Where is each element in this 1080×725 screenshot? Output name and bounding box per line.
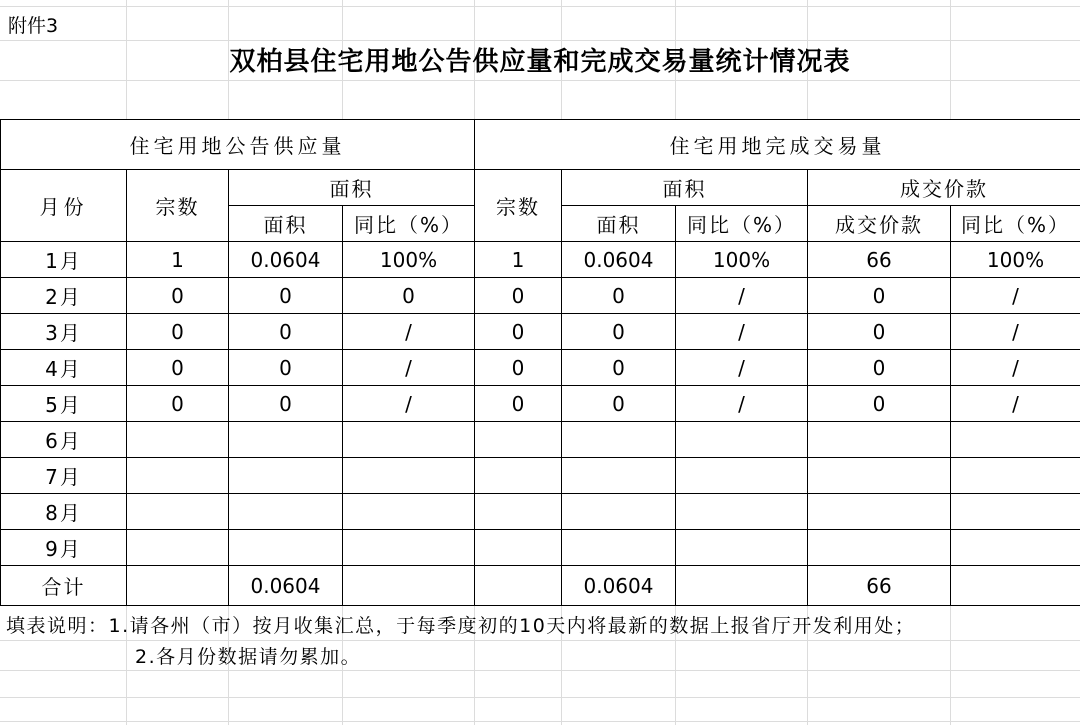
deal-count-cell: 1 — [475, 242, 562, 278]
table-row — [1, 386, 1080, 422]
total-deal-area-yoy-cell — [676, 566, 808, 606]
deal-area-yoy-cell — [676, 530, 808, 566]
supply-yoy-subheader: 同比（%） — [343, 206, 475, 242]
supply-area-header: 面积 — [229, 170, 475, 206]
table-row — [1, 314, 1080, 350]
supply-area-cell — [229, 458, 343, 494]
statistics-table — [0, 119, 1080, 606]
total-supply-count-cell — [127, 566, 229, 606]
deal-area-cell: 0.0604 — [562, 242, 676, 278]
month-cell: 5月 — [1, 386, 127, 422]
supply-yoy-cell: / — [343, 350, 475, 386]
deal-count-cell: 0 — [475, 278, 562, 314]
total-label-cell: 合计 — [1, 566, 127, 606]
supply-count-cell — [127, 422, 229, 458]
supply-area-cell — [229, 530, 343, 566]
month-cell: 8月 — [1, 494, 127, 530]
supply-area-cell: 0 — [229, 386, 343, 422]
price-yoy-cell: 100% — [951, 242, 1080, 278]
supply-area-cell: 0 — [229, 314, 343, 350]
deal-area-yoy-cell: / — [676, 350, 808, 386]
supply-yoy-cell — [343, 458, 475, 494]
price-cell — [808, 494, 951, 530]
deal-area-cell — [562, 458, 676, 494]
table-row — [1, 422, 1080, 458]
supply-count-cell — [127, 494, 229, 530]
price-cell: 0 — [808, 350, 951, 386]
price-yoy-cell — [951, 530, 1080, 566]
total-deal-area-cell: 0.0604 — [562, 566, 676, 606]
total-supply-area-cell: 0.0604 — [229, 566, 343, 606]
deal-count-cell — [475, 422, 562, 458]
supply-yoy-cell — [343, 530, 475, 566]
supply-area-cell — [229, 422, 343, 458]
price-header: 成交价款 — [808, 170, 1080, 206]
price-cell: 66 — [808, 242, 951, 278]
total-price-yoy-cell — [951, 566, 1080, 606]
supply-count-header: 宗数 — [127, 170, 229, 242]
supply-area-subheader: 面积 — [229, 206, 343, 242]
supply-count-cell: 0 — [127, 386, 229, 422]
attachment-label: 附件3 — [8, 15, 59, 37]
month-cell: 6月 — [1, 422, 127, 458]
deal-area-header: 面积 — [562, 170, 808, 206]
month-cell: 9月 — [1, 530, 127, 566]
deal-count-cell — [475, 494, 562, 530]
deal-count-cell — [475, 458, 562, 494]
deal-area-yoy-cell — [676, 494, 808, 530]
table-row — [1, 242, 1080, 278]
deal-area-yoy-cell: 100% — [676, 242, 808, 278]
total-row — [1, 566, 1080, 606]
supply-count-cell — [127, 458, 229, 494]
deal-area-yoy-cell: / — [676, 278, 808, 314]
table-row — [1, 350, 1080, 386]
deal-count-cell — [475, 530, 562, 566]
total-deal-count-cell — [475, 566, 562, 606]
price-yoy-cell: / — [951, 314, 1080, 350]
month-cell: 4月 — [1, 350, 127, 386]
supply-count-cell: 0 — [127, 278, 229, 314]
supply-yoy-cell — [343, 494, 475, 530]
table-row — [1, 494, 1080, 530]
supply-yoy-cell — [343, 422, 475, 458]
supply-yoy-cell: 100% — [343, 242, 475, 278]
fill-instructions-line1: 填表说明：1.请各州（市）按月收集汇总，于每季度初的10天内将最新的数据上报省厅开发利用处； — [6, 615, 916, 637]
supply-count-cell: 0 — [127, 350, 229, 386]
deal-area-cell: 0 — [562, 278, 676, 314]
deal-area-cell: 0 — [562, 386, 676, 422]
price-subheader: 成交价款 — [808, 206, 951, 242]
supply-yoy-cell: 0 — [343, 278, 475, 314]
deal-area-yoy-cell — [676, 422, 808, 458]
price-cell — [808, 422, 951, 458]
price-yoy-cell: / — [951, 386, 1080, 422]
total-price-cell: 66 — [808, 566, 951, 606]
price-yoy-cell: / — [951, 350, 1080, 386]
month-cell: 7月 — [1, 458, 127, 494]
price-yoy-subheader: 同比（%） — [951, 206, 1080, 242]
deal-area-yoy-subheader: 同比（%） — [676, 206, 808, 242]
page-title: 双柏县住宅用地公告供应量和完成交易量统计情况表 — [229, 47, 851, 77]
supply-yoy-cell: / — [343, 386, 475, 422]
deal-area-subheader: 面积 — [562, 206, 676, 242]
deal-area-cell — [562, 530, 676, 566]
price-yoy-cell — [951, 458, 1080, 494]
table-row — [1, 278, 1080, 314]
deal-count-header: 宗数 — [475, 170, 562, 242]
supply-area-cell — [229, 494, 343, 530]
supply-count-cell: 1 — [127, 242, 229, 278]
deal-count-cell: 0 — [475, 350, 562, 386]
supply-count-cell — [127, 530, 229, 566]
fill-instructions-line2: 2.各月份数据请勿累加。 — [135, 646, 362, 668]
supply-area-cell: 0 — [229, 350, 343, 386]
supply-count-cell: 0 — [127, 314, 229, 350]
supply-group-header: 住宅用地公告供应量 — [1, 120, 475, 170]
table-row — [1, 458, 1080, 494]
price-cell — [808, 458, 951, 494]
deal-group-header: 住宅用地完成交易量 — [475, 120, 1080, 170]
supply-area-cell: 0.0604 — [229, 242, 343, 278]
supply-area-cell: 0 — [229, 278, 343, 314]
deal-area-cell: 0 — [562, 350, 676, 386]
price-cell: 0 — [808, 386, 951, 422]
month-cell: 1月 — [1, 242, 127, 278]
price-yoy-cell: / — [951, 278, 1080, 314]
supply-yoy-cell: / — [343, 314, 475, 350]
deal-area-yoy-cell: / — [676, 386, 808, 422]
deal-area-cell — [562, 494, 676, 530]
price-yoy-cell — [951, 422, 1080, 458]
deal-area-yoy-cell — [676, 458, 808, 494]
month-cell: 2月 — [1, 278, 127, 314]
table-row — [1, 530, 1080, 566]
price-cell: 0 — [808, 278, 951, 314]
price-cell — [808, 530, 951, 566]
month-cell: 3月 — [1, 314, 127, 350]
deal-area-cell: 0 — [562, 314, 676, 350]
total-supply-yoy-cell — [343, 566, 475, 606]
month-header: 月份 — [1, 170, 127, 242]
deal-count-cell: 0 — [475, 386, 562, 422]
deal-area-yoy-cell: / — [676, 314, 808, 350]
price-yoy-cell — [951, 494, 1080, 530]
price-cell: 0 — [808, 314, 951, 350]
deal-count-cell: 0 — [475, 314, 562, 350]
deal-area-cell — [562, 422, 676, 458]
